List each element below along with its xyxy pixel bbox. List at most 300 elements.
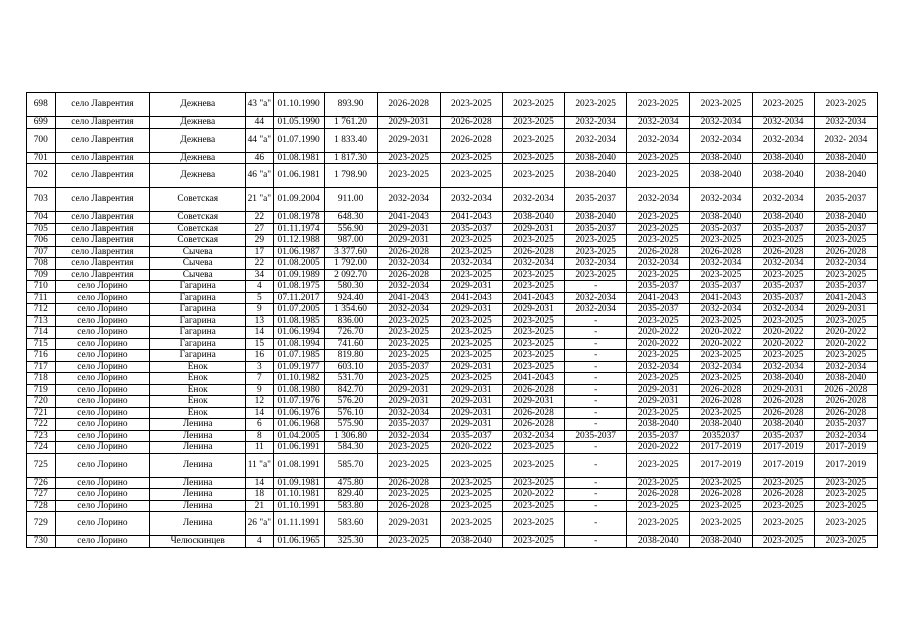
cell-period-3: 2026-2028 xyxy=(502,419,564,431)
cell-period-1: 2023-2025 xyxy=(377,327,440,339)
cell-period-7: 2032-2034 xyxy=(752,128,814,152)
cell-period-5: 2023-2025 xyxy=(627,350,690,362)
cell-period-5: 2023-2025 xyxy=(627,373,690,385)
cell-row-number: 702 xyxy=(27,164,56,188)
cell-period-2: 2023-2025 xyxy=(440,489,502,501)
cell-area: 603.10 xyxy=(324,361,377,373)
cell-area: 1 792.00 xyxy=(324,258,377,270)
cell-period-8: 2032-2034 xyxy=(814,117,877,129)
cell-period-6: 2035-2037 xyxy=(690,223,752,235)
cell-period-6: 2032-2034 xyxy=(690,188,752,212)
cell-commissioned-date: 01.11.1991 xyxy=(273,512,324,536)
cell-period-1: 2023-2025 xyxy=(377,338,440,350)
cell-period-5: 2032-2034 xyxy=(627,258,690,270)
cell-house-number: 13 xyxy=(246,315,274,327)
cell-period-3: 2023-2025 xyxy=(502,500,564,512)
cell-period-4: 2032-2034 xyxy=(565,117,627,129)
cell-period-8: 2026-2028 xyxy=(814,396,877,408)
cell-row-number: 724 xyxy=(27,442,56,454)
cell-period-1: 2029-2031 xyxy=(377,396,440,408)
cell-area: 583.80 xyxy=(324,500,377,512)
cell-house-number: 7 xyxy=(246,373,274,385)
cell-settlement: село Лаврентия xyxy=(55,93,150,117)
cell-area: 1 833.40 xyxy=(324,128,377,152)
cell-commissioned-date: 01.09.1989 xyxy=(273,269,324,281)
cell-period-2: 2020-2022 xyxy=(440,442,502,454)
cell-house-number: 46 "а" xyxy=(246,164,274,188)
cell-period-3: 2029-2031 xyxy=(502,223,564,235)
cell-period-4: 2032-2034 xyxy=(565,258,627,270)
cell-period-6: 2026-2028 xyxy=(690,384,752,396)
table-row xyxy=(27,338,878,350)
cell-commissioned-date: 01.10.1991 xyxy=(273,500,324,512)
cell-period-2: 2029-2031 xyxy=(440,384,502,396)
cell-period-2: 2023-2025 xyxy=(440,350,502,362)
cell-period-7: 2035-2037 xyxy=(752,430,814,442)
cell-commissioned-date: 01.07.1976 xyxy=(273,396,324,408)
cell-house-number: 6 xyxy=(246,419,274,431)
cell-period-1: 2032-2034 xyxy=(377,304,440,316)
table-row xyxy=(27,315,878,327)
cell-period-6: 2017-2019 xyxy=(690,442,752,454)
cell-period-2: 2023-2025 xyxy=(440,246,502,258)
cell-period-2: 2041-2043 xyxy=(440,292,502,304)
cell-commissioned-date: 01.06.1976 xyxy=(273,407,324,419)
cell-row-number: 705 xyxy=(27,223,56,235)
cell-commissioned-date: 01.11.1974 xyxy=(273,223,324,235)
cell-period-6: 20352037 xyxy=(690,430,752,442)
cell-area: 556.90 xyxy=(324,223,377,235)
cell-period-4: - xyxy=(565,419,627,431)
cell-commissioned-date: 01.09.2004 xyxy=(273,188,324,212)
cell-period-8: 2020-2022 xyxy=(814,338,877,350)
cell-period-6: 2032-2034 xyxy=(690,128,752,152)
cell-house-number: 3 xyxy=(246,361,274,373)
cell-settlement: село Лаврентия xyxy=(55,223,150,235)
cell-period-6: 2041-2043 xyxy=(690,292,752,304)
cell-period-7: 2017-2019 xyxy=(752,442,814,454)
cell-street: Гагарина xyxy=(150,338,246,350)
cell-period-6: 2020-2022 xyxy=(690,338,752,350)
cell-period-3: 2023-2025 xyxy=(502,477,564,489)
cell-period-3: 2023-2025 xyxy=(502,269,564,281)
cell-settlement: село Лорино xyxy=(55,338,150,350)
cell-area: 3 377.60 xyxy=(324,246,377,258)
cell-period-6: 2023-2025 xyxy=(690,350,752,362)
cell-row-number: 713 xyxy=(27,315,56,327)
cell-period-5: 2023-2025 xyxy=(627,453,690,477)
cell-street: Сычева xyxy=(150,269,246,281)
cell-period-4: - xyxy=(565,489,627,501)
cell-street: Ленина xyxy=(150,512,246,536)
cell-period-8: 2026-2028 xyxy=(814,407,877,419)
cell-period-6: 2023-2025 xyxy=(690,512,752,536)
cell-settlement: село Лорино xyxy=(55,500,150,512)
cell-period-1: 2029-2031 xyxy=(377,223,440,235)
cell-period-6: 2026-2028 xyxy=(690,396,752,408)
cell-period-1: 2023-2025 xyxy=(377,453,440,477)
cell-house-number: 17 xyxy=(246,246,274,258)
table-row xyxy=(27,536,878,548)
cell-period-1: 2023-2025 xyxy=(377,489,440,501)
cell-period-6: 2032-2034 xyxy=(690,117,752,129)
cell-period-7: 2020-2022 xyxy=(752,338,814,350)
cell-period-4: 2023-2025 xyxy=(565,246,627,258)
cell-period-5: 2023-2025 xyxy=(627,164,690,188)
cell-period-5: 2023-2025 xyxy=(627,512,690,536)
cell-period-7: 2035-2037 xyxy=(752,281,814,293)
cell-commissioned-date: 01.10.1981 xyxy=(273,489,324,501)
cell-period-8: 2038-2040 xyxy=(814,212,877,224)
cell-period-8: 2032-2034 xyxy=(814,361,877,373)
cell-street: Советская xyxy=(150,223,246,235)
cell-settlement: село Лорино xyxy=(55,489,150,501)
cell-period-1: 2026-2028 xyxy=(377,500,440,512)
cell-period-8: 2023-2025 xyxy=(814,500,877,512)
cell-settlement: село Лорино xyxy=(55,453,150,477)
cell-street: Гагарина xyxy=(150,292,246,304)
cell-period-4: - xyxy=(565,373,627,385)
cell-period-5: 2023-2025 xyxy=(627,500,690,512)
cell-period-7: 2032-2034 xyxy=(752,188,814,212)
cell-period-7: 2026-2028 xyxy=(752,246,814,258)
cell-commissioned-date: 01.08.1981 xyxy=(273,152,324,164)
cell-commissioned-date: 01.08.1980 xyxy=(273,384,324,396)
cell-period-5: 2041-2043 xyxy=(627,292,690,304)
cell-period-4: 2038-2040 xyxy=(565,152,627,164)
cell-period-1: 2035-2037 xyxy=(377,419,440,431)
cell-area: 576.20 xyxy=(324,396,377,408)
table-row xyxy=(27,304,878,316)
cell-period-2: 2029-2031 xyxy=(440,407,502,419)
table-row xyxy=(27,292,878,304)
cell-period-8: 2023-2025 xyxy=(814,93,877,117)
cell-period-8: 2032- 2034 xyxy=(814,128,877,152)
cell-period-2: 2023-2025 xyxy=(440,235,502,247)
cell-period-7: 2038-2040 xyxy=(752,373,814,385)
cell-period-1: 2035-2037 xyxy=(377,361,440,373)
cell-settlement: село Лорино xyxy=(55,407,150,419)
cell-period-8: 2041-2043 xyxy=(814,292,877,304)
table-row xyxy=(27,477,878,489)
cell-row-number: 718 xyxy=(27,373,56,385)
cell-period-4: - xyxy=(565,536,627,548)
cell-period-3: 2029-2031 xyxy=(502,304,564,316)
cell-period-2: 2023-2025 xyxy=(440,93,502,117)
cell-row-number: 714 xyxy=(27,327,56,339)
cell-street: Ленина xyxy=(150,453,246,477)
cell-area: 1 306.80 xyxy=(324,430,377,442)
cell-period-3: 2026-2028 xyxy=(502,407,564,419)
cell-house-number: 12 xyxy=(246,396,274,408)
cell-area: 648.30 xyxy=(324,212,377,224)
cell-period-7: 2029-2031 xyxy=(752,384,814,396)
cell-period-4: - xyxy=(565,315,627,327)
cell-row-number: 719 xyxy=(27,384,56,396)
cell-period-8: 2023-2025 xyxy=(814,477,877,489)
cell-period-5: 2038-2040 xyxy=(627,419,690,431)
cell-period-3: 2023-2025 xyxy=(502,152,564,164)
cell-period-6: 2038-2040 xyxy=(690,164,752,188)
cell-period-8: 2035-2037 xyxy=(814,188,877,212)
cell-house-number: 22 xyxy=(246,212,274,224)
cell-period-3: 2023-2025 xyxy=(502,350,564,362)
cell-settlement: село Лорино xyxy=(55,512,150,536)
cell-period-6: 2035-2037 xyxy=(690,281,752,293)
table-row xyxy=(27,235,878,247)
cell-period-5: 2020-2022 xyxy=(627,442,690,454)
cell-period-6: 2017-2019 xyxy=(690,453,752,477)
cell-settlement: село Лорино xyxy=(55,350,150,362)
cell-street: Дежнева xyxy=(150,164,246,188)
cell-period-3: 2023-2025 xyxy=(502,442,564,454)
cell-row-number: 722 xyxy=(27,419,56,431)
cell-period-5: 2035-2037 xyxy=(627,281,690,293)
cell-row-number: 717 xyxy=(27,361,56,373)
cell-period-8: 2026 -2028 xyxy=(814,384,877,396)
table-row xyxy=(27,384,878,396)
cell-house-number: 15 xyxy=(246,338,274,350)
cell-commissioned-date: 01.08.1991 xyxy=(273,453,324,477)
table-row xyxy=(27,188,878,212)
cell-house-number: 5 xyxy=(246,292,274,304)
cell-street: Енок xyxy=(150,361,246,373)
cell-commissioned-date: 01.07.2005 xyxy=(273,304,324,316)
cell-street: Енок xyxy=(150,384,246,396)
cell-row-number: 709 xyxy=(27,269,56,281)
cell-period-2: 2023-2025 xyxy=(440,269,502,281)
cell-row-number: 708 xyxy=(27,258,56,270)
cell-period-8: 2023-2025 xyxy=(814,315,877,327)
table-row xyxy=(27,489,878,501)
cell-period-8: 2023-2025 xyxy=(814,512,877,536)
cell-settlement: село Лорино xyxy=(55,384,150,396)
cell-house-number: 34 xyxy=(246,269,274,281)
cell-area: 1 761.20 xyxy=(324,117,377,129)
cell-commissioned-date: 01.08.1994 xyxy=(273,338,324,350)
cell-period-5: 2023-2025 xyxy=(627,223,690,235)
cell-settlement: село Лаврентия xyxy=(55,258,150,270)
cell-area: 1 354.60 xyxy=(324,304,377,316)
cell-period-4: 2038-2040 xyxy=(565,164,627,188)
cell-period-5: 2032-2034 xyxy=(627,361,690,373)
cell-area: 576.10 xyxy=(324,407,377,419)
cell-period-8: 2038-2040 xyxy=(814,373,877,385)
cell-row-number: 711 xyxy=(27,292,56,304)
cell-period-1: 2023-2025 xyxy=(377,536,440,548)
housing-schedule-table xyxy=(26,92,878,548)
cell-period-3: 2032-2034 xyxy=(502,430,564,442)
cell-commissioned-date: 01.06.1981 xyxy=(273,164,324,188)
cell-period-5: 2032-2034 xyxy=(627,188,690,212)
cell-period-4: - xyxy=(565,453,627,477)
cell-period-2: 2023-2025 xyxy=(440,500,502,512)
cell-period-3: 2026-2028 xyxy=(502,246,564,258)
table-row xyxy=(27,212,878,224)
cell-period-1: 2032-2034 xyxy=(377,188,440,212)
cell-street: Гагарина xyxy=(150,315,246,327)
cell-area: 1 798.90 xyxy=(324,164,377,188)
cell-house-number: 22 xyxy=(246,258,274,270)
cell-period-7: 2032-2034 xyxy=(752,361,814,373)
cell-area: 911.00 xyxy=(324,188,377,212)
cell-commissioned-date: 01.09.1977 xyxy=(273,361,324,373)
cell-period-4: - xyxy=(565,338,627,350)
cell-period-2: 2023-2025 xyxy=(440,315,502,327)
cell-row-number: 698 xyxy=(27,93,56,117)
cell-street: Советская xyxy=(150,188,246,212)
cell-period-4: - xyxy=(565,442,627,454)
cell-commissioned-date: 01.06.1994 xyxy=(273,327,324,339)
cell-period-7: 2023-2025 xyxy=(752,350,814,362)
table-row xyxy=(27,419,878,431)
cell-period-2: 2029-2031 xyxy=(440,419,502,431)
cell-area: 1 817.30 xyxy=(324,152,377,164)
cell-area: 819.80 xyxy=(324,350,377,362)
cell-period-5: 2023-2025 xyxy=(627,269,690,281)
cell-area: 580.30 xyxy=(324,281,377,293)
cell-period-6: 2023-2025 xyxy=(690,477,752,489)
cell-street: Ленина xyxy=(150,430,246,442)
cell-period-7: 2020-2022 xyxy=(752,327,814,339)
cell-row-number: 715 xyxy=(27,338,56,350)
cell-area: 583.60 xyxy=(324,512,377,536)
cell-commissioned-date: 01.12.1988 xyxy=(273,235,324,247)
cell-period-3: 2023-2025 xyxy=(502,361,564,373)
cell-period-2: 2035-2037 xyxy=(440,430,502,442)
cell-row-number: 716 xyxy=(27,350,56,362)
cell-area: 893.90 xyxy=(324,93,377,117)
cell-period-7: 2023-2025 xyxy=(752,477,814,489)
cell-commissioned-date: 01.07.1990 xyxy=(273,128,324,152)
cell-commissioned-date: 07.11.2017 xyxy=(273,292,324,304)
cell-area: 924.40 xyxy=(324,292,377,304)
cell-settlement: село Лорино xyxy=(55,361,150,373)
cell-period-7: 2032-2034 xyxy=(752,304,814,316)
cell-period-6: 2032-2034 xyxy=(690,304,752,316)
cell-commissioned-date: 01.07.1985 xyxy=(273,350,324,362)
cell-period-6: 2026-2028 xyxy=(690,489,752,501)
cell-area: 842.70 xyxy=(324,384,377,396)
cell-period-4: 2035-2037 xyxy=(565,223,627,235)
cell-settlement: село Лаврентия xyxy=(55,152,150,164)
cell-period-8: 2020-2022 xyxy=(814,327,877,339)
cell-period-5: 2029-2031 xyxy=(627,384,690,396)
cell-street: Гагарина xyxy=(150,350,246,362)
cell-street: Дежнева xyxy=(150,152,246,164)
cell-period-4: - xyxy=(565,327,627,339)
table-row xyxy=(27,430,878,442)
cell-period-6: 2032-2034 xyxy=(690,361,752,373)
cell-period-8: 2038-2040 xyxy=(814,152,877,164)
cell-street: Советская xyxy=(150,212,246,224)
table-row xyxy=(27,246,878,258)
cell-period-6: 2026-2028 xyxy=(690,246,752,258)
cell-period-2: 2032-2034 xyxy=(440,258,502,270)
cell-period-2: 2026-2028 xyxy=(440,128,502,152)
cell-period-4: 2032-2034 xyxy=(565,292,627,304)
table-row xyxy=(27,258,878,270)
cell-commissioned-date: 01.10.1990 xyxy=(273,93,324,117)
cell-row-number: 729 xyxy=(27,512,56,536)
cell-commissioned-date: 01.06.1991 xyxy=(273,442,324,454)
cell-period-2: 2023-2025 xyxy=(440,152,502,164)
cell-period-4: - xyxy=(565,500,627,512)
cell-area: 575.90 xyxy=(324,419,377,431)
cell-street: Сычева xyxy=(150,246,246,258)
cell-street: Сычева xyxy=(150,258,246,270)
cell-period-4: 2032-2034 xyxy=(565,128,627,152)
cell-street: Челюскинцев xyxy=(150,536,246,548)
cell-area: 829.40 xyxy=(324,489,377,501)
cell-settlement: село Лорино xyxy=(55,304,150,316)
cell-period-8: 2035-2037 xyxy=(814,223,877,235)
cell-period-3: 2038-2040 xyxy=(502,212,564,224)
cell-period-8: 2035-2037 xyxy=(814,419,877,431)
cell-period-3: 2026-2028 xyxy=(502,384,564,396)
cell-period-2: 2032-2034 xyxy=(440,188,502,212)
table-row xyxy=(27,442,878,454)
cell-period-5: 2023-2025 xyxy=(627,407,690,419)
cell-period-3: 2023-2025 xyxy=(502,235,564,247)
cell-period-3: 2020-2022 xyxy=(502,489,564,501)
cell-street: Енок xyxy=(150,407,246,419)
cell-commissioned-date: 01.08.1978 xyxy=(273,212,324,224)
cell-period-3: 2023-2025 xyxy=(502,315,564,327)
cell-row-number: 725 xyxy=(27,453,56,477)
cell-period-5: 2023-2025 xyxy=(627,152,690,164)
cell-street: Гагарина xyxy=(150,281,246,293)
cell-period-1: 2023-2025 xyxy=(377,373,440,385)
cell-period-5: 2023-2025 xyxy=(627,235,690,247)
cell-period-8: 2029-2031 xyxy=(814,304,877,316)
cell-area: 836.00 xyxy=(324,315,377,327)
cell-street: Енок xyxy=(150,396,246,408)
cell-settlement: село Лаврентия xyxy=(55,235,150,247)
cell-settlement: село Лаврентия xyxy=(55,128,150,152)
cell-period-1: 2026-2028 xyxy=(377,269,440,281)
cell-period-6: 2023-2025 xyxy=(690,500,752,512)
cell-period-6: 2023-2025 xyxy=(690,235,752,247)
cell-row-number: 707 xyxy=(27,246,56,258)
cell-street: Ленина xyxy=(150,419,246,431)
cell-commissioned-date: 01.10.1982 xyxy=(273,373,324,385)
cell-house-number: 29 xyxy=(246,235,274,247)
cell-period-4: 2023-2025 xyxy=(565,93,627,117)
cell-row-number: 726 xyxy=(27,477,56,489)
cell-settlement: село Лорино xyxy=(55,430,150,442)
cell-period-7: 2038-2040 xyxy=(752,419,814,431)
cell-period-5: 2023-2025 xyxy=(627,477,690,489)
cell-period-2: 2023-2025 xyxy=(440,338,502,350)
cell-period-2: 2029-2031 xyxy=(440,361,502,373)
cell-period-4: - xyxy=(565,361,627,373)
cell-period-7: 2023-2025 xyxy=(752,93,814,117)
table-row xyxy=(27,407,878,419)
table-row xyxy=(27,500,878,512)
cell-period-1: 2032-2034 xyxy=(377,281,440,293)
cell-house-number: 26 "а" xyxy=(246,512,274,536)
cell-house-number: 16 xyxy=(246,350,274,362)
table-body xyxy=(27,93,878,548)
cell-period-1: 2029-2031 xyxy=(377,117,440,129)
cell-area: 741.60 xyxy=(324,338,377,350)
cell-commissioned-date: 01.06.1987 xyxy=(273,246,324,258)
cell-commissioned-date: 01.06.1968 xyxy=(273,419,324,431)
cell-house-number: 14 xyxy=(246,477,274,489)
cell-area: 726.70 xyxy=(324,327,377,339)
cell-period-3: 2023-2025 xyxy=(502,536,564,548)
